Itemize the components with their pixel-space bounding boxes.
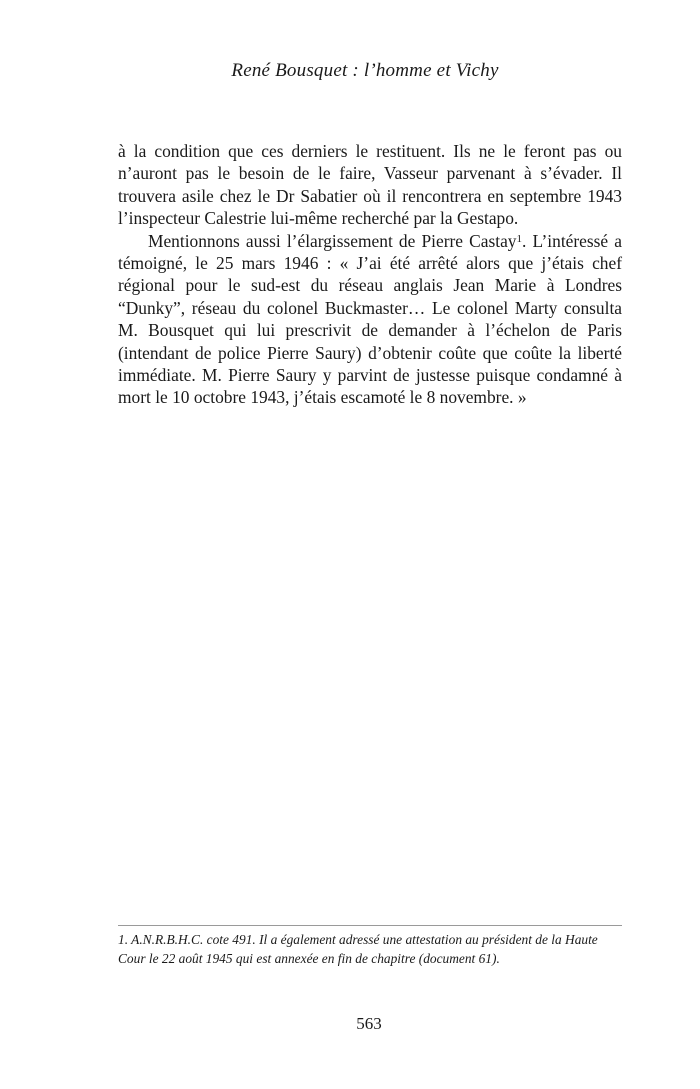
footnote-reference-1: 1 [516, 232, 522, 245]
page-number: 563 [356, 1014, 382, 1033]
footnote-block [118, 931, 622, 968]
body-text [118, 140, 622, 409]
paragraph-2-text-end: . L’intéressé a témoigné, le 25 mars 1946 : « J’ai été arrêté alors que j’étais chef régional pour le sud-est du réseau anglais Jean Marie à Londres “Dunky”, réseau du colonel Buckmaster… Le colonel Marty consulta M. Bousquet qui lui prescrivit de demander à l’échelon de Paris (intendant de police Pierre Saury) d’obtenir coûte que coûte la liberté immédiate. M. Pierre Saury y parvint de justesse puisque condamné à mort le 10 octobre 1943, j’étais escamoté le 8 novembre. » [118, 230, 622, 408]
footnote-divider [118, 925, 622, 926]
paragraph-1: à la condition que ces derniers le restituent. Ils ne le feront pas ou n’auront pas le besoin de le faire, Vasseur parvenant à s’évader. Il trouvera asile chez le Dr Sabatier où il rencontrera en septembre 1943 l’inspecteur Calestrie lui-même recherché par la Gestapo. [118, 141, 622, 229]
paragraph-2-text-start: Mentionnons aussi l’élargissement de Pierre Castay [148, 230, 517, 251]
paragraph-2 [118, 230, 622, 409]
running-head-title: René Bousquet : l’homme et Vichy [231, 60, 499, 81]
footnote-1: 1. A.N.R.B.H.C. cote 491. Il a également adressé une attestation au président de la Haute Cour le 22 août 1945 qui est annexée en fin de chapitre (document 61). [118, 932, 598, 966]
